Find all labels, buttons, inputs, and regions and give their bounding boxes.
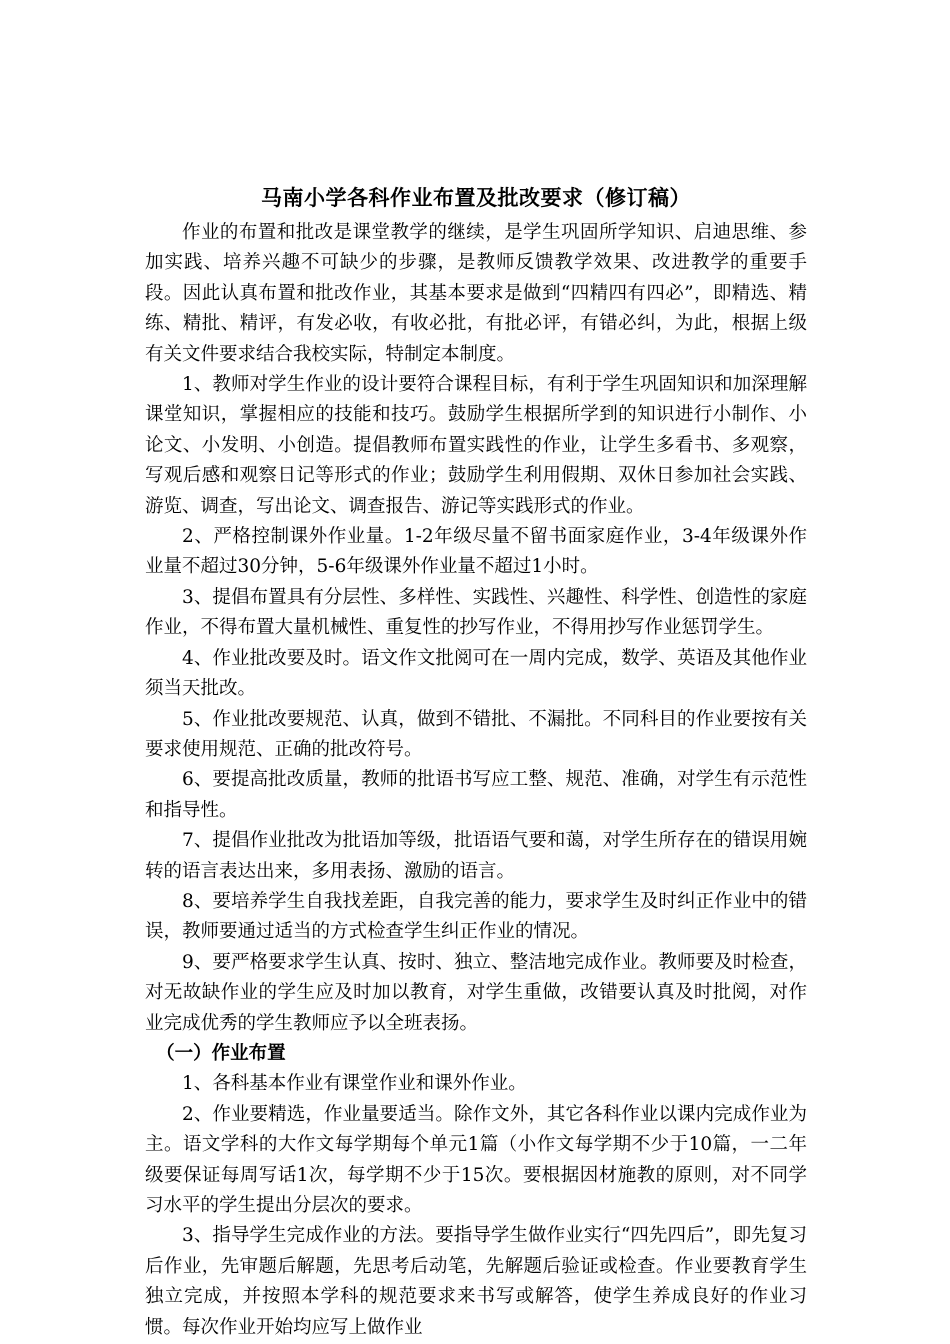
rule-paragraph-7: 7、提倡作业批改为批语加等级，批语语气要和蔼，对学生所存在的错误用婉转的语言表达出来，多用表扬、激励的语言。 [145, 830, 807, 882]
rule-paragraph-3: 3、提倡布置具有分层性、多样性、实践性、兴趣性、科学性、创造性的家庭作业，不得布置大量机械性、重复性的抄写作业，不得用抄写作业惩罚学生。 [145, 586, 807, 639]
section-item-1: 1、各科基本作业有课堂作业和课外作业。 [182, 1073, 527, 1095]
rule-paragraph-2: 2、严格控制课外作业量。1-2年级尽量不留书面家庭作业，3-4年级课外作业量不超过30分钟，5-6年级课外作业量不超过1小时。 [145, 526, 807, 578]
section-heading-assignment: （一）作业布置 [156, 1042, 286, 1064]
rule-paragraph-6: 6、要提高批改质量，教师的批语书写应工整、规范、准确，对学生有示范性和指导性。 [145, 769, 807, 821]
rule-paragraph-9: 9、要严格要求学生认真、按时、独立、整洁地完成作业。教师要及时检查，对无故缺作业的学生应及时加以教育，对学生重做，改错要认真及时批阅，对作业完成优秀的学生教师应予以全班表扬。 [145, 951, 807, 1034]
document-page [145, 178, 807, 1343]
rule-paragraph-4: 4、作业批改要及时。语文作文批阅可在一周内完成，数学、英语及其他作业须当天批改。 [145, 647, 807, 700]
intro-paragraph: 作业的布置和批改是课堂教学的继续，是学生巩固所学知识、启迪思维、参加实践、培养兴趣不可缺少的步骤，是教师反馈教学效果、改进教学的重要手段。因此认真布置和批改作业，其基本要求是做到“四精四有四必”，即精选、精练、精批、精评，有发必收，有收必批，有批必评，有错必纠，为此，根据上级有关文件要求结合我校实际，特制定本制度。 [145, 222, 807, 365]
rule-paragraph-1: 1、教师对学生作业的设计要符合课程目标，有利于学生巩固知识和加深理解课堂知识，掌握相应的技能和技巧。鼓励学生根据所学到的知识进行小制作、小论文、小发明、小创造。提倡教师布置实践性的作业，让学生多看书、多观察，写观后感和观察日记等形式的作业；鼓励学生利用假期、双休日参加社会实践、游览、调查，写出论文、调查报告、游记等实践形式的作业。 [145, 374, 807, 517]
section-item-3: 3、指导学生完成作业的方法。要指导学生做作业实行“四先四后”，即先复习后作业，先审题后解题，先思考后动笔，先解题后验证或检查。作业要教育学生独立完成，并按照本学科的规范要求来书写或解答，使学生养成良好的作业习惯。每次作业开始均应写上做作业 [145, 1225, 807, 1338]
rule-paragraph-8: 8、要培养学生自我找差距，自我完善的能力，要求学生及时纠正作业中的错误，教师要通过适当的方式检查学生纠正作业的情况。 [145, 890, 807, 943]
section-item-2: 2、作业要精选，作业量要适当。除作文外，其它各科作业以课内完成作业为主。语文学科的大作文每学期每个单元1篇（小作文每学期不少于10篇，一二年级要保证每周写话1次，每学期不少于15次。要根据因材施教的原则，对不同学习水平的学生提出分层次的要求。 [145, 1103, 807, 1216]
rule-paragraph-5: 5、作业批改要规范、认真，做到不错批、不漏批。不同科目的作业要按有关要求使用规范、正确的批改符号。 [145, 708, 807, 760]
document-title: 马南小学各科作业布置及批改要求（修订稿） [261, 185, 691, 210]
